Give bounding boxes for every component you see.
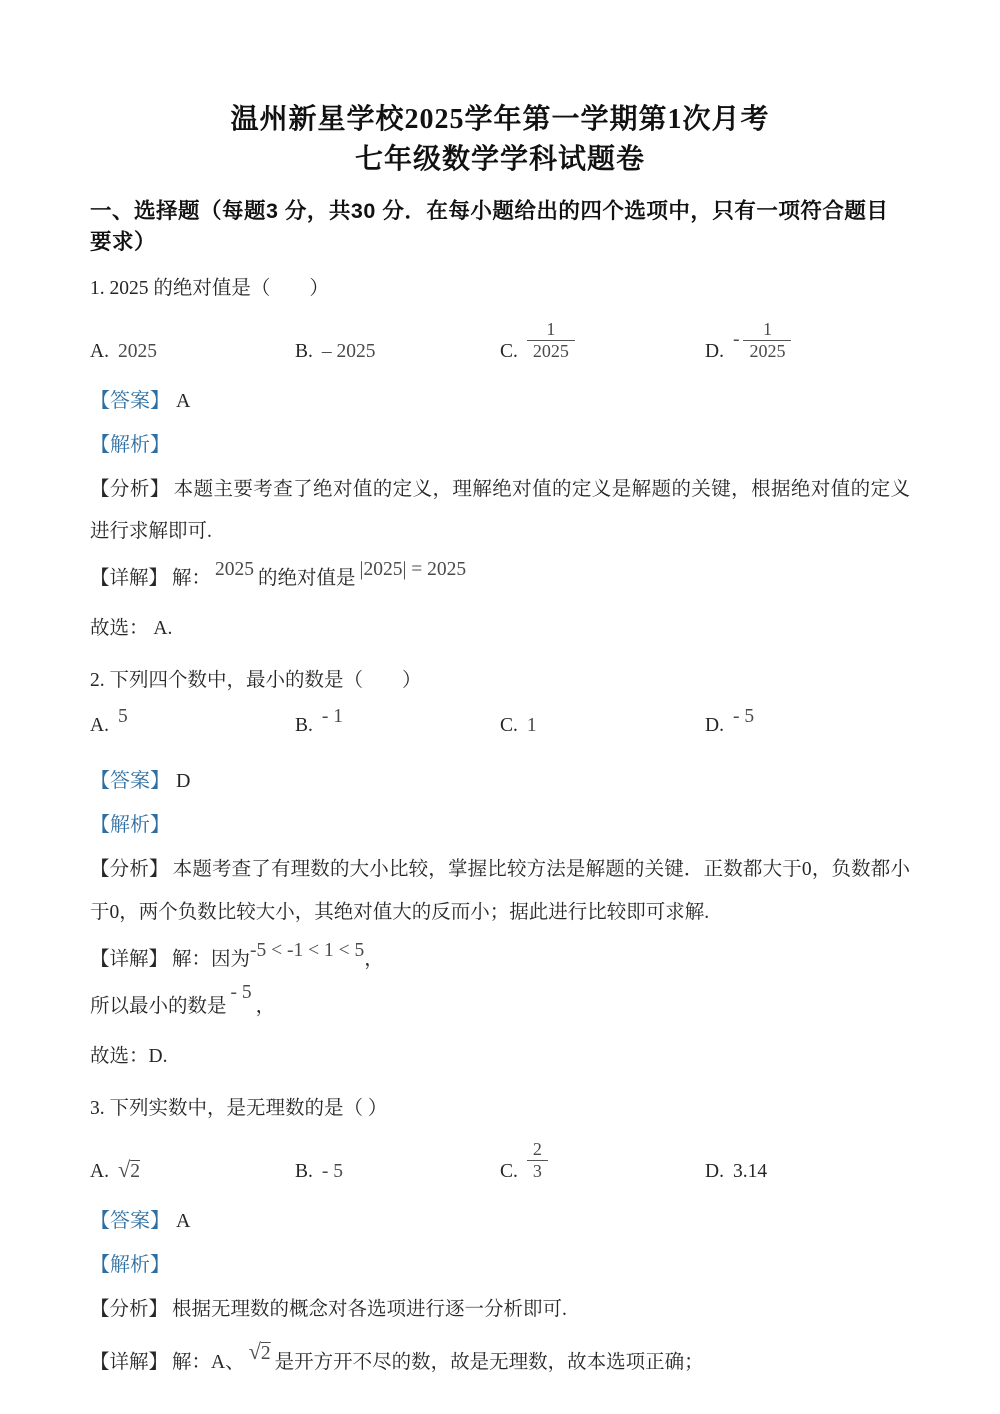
exam-title-line1: 温州新星学校2025学年第一学期第1次月考 — [230, 104, 770, 135]
q2-answer-line — [90, 761, 910, 801]
option-label: D. — [705, 340, 724, 362]
exam-title-line2: 七年级数学学科试题卷 — [354, 143, 645, 175]
q2-analysis-line — [90, 849, 910, 935]
q2-detail-line2-suffix: ， — [255, 995, 276, 1017]
fraction — [527, 319, 575, 362]
q2-explain-tag: 【解析】 — [90, 814, 170, 837]
option-label: A. — [90, 715, 109, 737]
q2-option-d — [705, 706, 755, 737]
option-value: 1 — [526, 715, 537, 737]
fraction — [743, 319, 791, 362]
q2-detail-line-2 — [90, 981, 910, 1029]
option-label: C. — [500, 1161, 518, 1183]
detail-tag: 【详解】 — [90, 949, 169, 971]
q3-options — [90, 1131, 910, 1189]
option-value: – 2025 — [321, 340, 376, 362]
q2-conclusion: 故选：D. — [90, 1045, 168, 1067]
q1-explain-tag: 【解析】 — [90, 433, 170, 456]
q1-detail-prefix: 解： — [172, 568, 212, 590]
q1-analysis-text: 本题主要考查了绝对值的定义，理解绝对值的定义是解题的关键，根据绝对值的定义进行求解即可. — [90, 478, 910, 543]
option-label: B. — [295, 1161, 313, 1183]
q3-detail-suffix: 是开方开不尽的数，故是无理数，故本选项正确； — [274, 1351, 704, 1373]
option-label: B. — [295, 340, 313, 362]
q3-option-c — [500, 1139, 705, 1183]
q1-option-a — [90, 341, 295, 363]
q2-detail-math-1: -5 < -1 < 1 < 5 — [250, 940, 365, 962]
q3-explain-tag: 【解析】 — [90, 1253, 170, 1276]
q1-detail-math-2: |2025| = 2025 — [359, 559, 467, 581]
minus-sign: - — [732, 328, 740, 350]
q2-options — [90, 703, 910, 749]
fraction-denominator: 3 — [532, 1161, 542, 1182]
q1-analysis-line — [90, 469, 910, 555]
q3-detail-line — [90, 1336, 910, 1385]
detail-tag: 【详解】 — [90, 568, 169, 590]
option-label: D. — [705, 1161, 724, 1183]
q1-detail-line — [90, 558, 910, 601]
q2-answer-value: D — [176, 770, 191, 793]
q2-option-a — [90, 706, 295, 737]
q1-answer-value: A — [176, 389, 191, 412]
detail-tag: 【详解】 — [90, 1351, 169, 1373]
option-label: C. — [500, 340, 518, 362]
q3-analysis-text: 根据无理数的概念对各选项进行逐一分析即可. — [172, 1298, 567, 1320]
q2-stem: 2. 下列四个数中，最小的数是（ ） — [90, 670, 422, 692]
option-value: - 5 — [732, 706, 755, 728]
option-value: 5 — [117, 706, 128, 728]
option-value: 2025 — [117, 340, 157, 362]
option-label: A. — [90, 1161, 109, 1183]
question-1 — [90, 270, 910, 649]
q1-answer-line — [90, 381, 910, 421]
sqrt-expression — [117, 1157, 141, 1183]
radicand: 2 — [260, 1342, 271, 1364]
q1-options — [90, 311, 910, 369]
q3-analysis-line — [90, 1289, 910, 1332]
q1-detail-math-1: 2025 — [215, 559, 255, 581]
option-value: - 1 — [321, 706, 344, 728]
analysis-tag: 【分析】 — [90, 859, 169, 881]
q1-stem: 1. 2025 的绝对值是（ ） — [90, 277, 329, 299]
option-label: C. — [500, 715, 518, 737]
option-label: A. — [90, 340, 109, 362]
option-value: 3.14 — [732, 1161, 768, 1183]
radical-sign: √ — [248, 1338, 261, 1364]
section-heading: 一、选择题（每题3 分，共30 分．在每小题给出的四个选项中，只有一项符合题目要求） — [90, 198, 889, 254]
answer-tag: 【答案】 — [90, 389, 170, 412]
q3-answer-value: A — [176, 1209, 191, 1232]
radical-sign: √ — [117, 1157, 131, 1183]
q3-stem: 3. 下列实数中，是无理数的是（ ） — [90, 1097, 388, 1119]
q2-detail-line-1 — [90, 939, 910, 982]
question-3 — [90, 1090, 910, 1385]
fraction-denominator: 2025 — [532, 340, 569, 361]
q2-option-c — [500, 715, 705, 737]
question-2 — [90, 662, 910, 1076]
radicand: 2 — [130, 1161, 141, 1183]
q2-detail-line2-math: - 5 — [230, 981, 252, 1003]
option-label: D. — [705, 715, 724, 737]
fraction-denominator: 2025 — [749, 340, 786, 361]
q3-detail-prefix: 解：A、 — [172, 1351, 245, 1373]
q2-detail-prefix: 解：因为 — [172, 949, 251, 971]
q3-option-b — [295, 1161, 500, 1183]
q3-answer-line — [90, 1201, 910, 1241]
q1-option-b — [295, 341, 500, 363]
analysis-tag: 【分析】 — [90, 478, 170, 500]
q3-option-a — [90, 1157, 295, 1183]
q2-detail-suffix: ， — [364, 949, 384, 971]
q2-option-b — [295, 706, 500, 737]
sqrt-expression — [249, 1327, 271, 1376]
q1-option-c — [500, 319, 705, 363]
option-value: - 5 — [321, 1161, 344, 1183]
q1-option-d — [705, 319, 791, 363]
fraction-numerator: 1 — [527, 319, 575, 341]
option-label: B. — [295, 715, 313, 737]
q2-detail-line2-prefix: 所以最小的数是 — [90, 995, 227, 1017]
fraction — [527, 1139, 548, 1182]
q2-analysis-text: 本题考查了有理数的大小比较，掌握比较方法是解题的关键．正数都大于0，负数都小于0，两个负数比较大小，其绝对值大的反而小；据此进行比较即可求解. — [90, 859, 910, 924]
answer-tag: 【答案】 — [90, 770, 170, 793]
analysis-tag: 【分析】 — [90, 1298, 169, 1320]
fraction-numerator: 1 — [743, 319, 791, 341]
answer-tag: 【答案】 — [90, 1209, 170, 1232]
q1-detail-mid: 的绝对值是 — [258, 568, 356, 590]
fraction-numerator: 2 — [527, 1139, 548, 1161]
q1-conclusion: 故选： A. — [90, 618, 173, 640]
q3-option-d — [705, 1161, 767, 1183]
